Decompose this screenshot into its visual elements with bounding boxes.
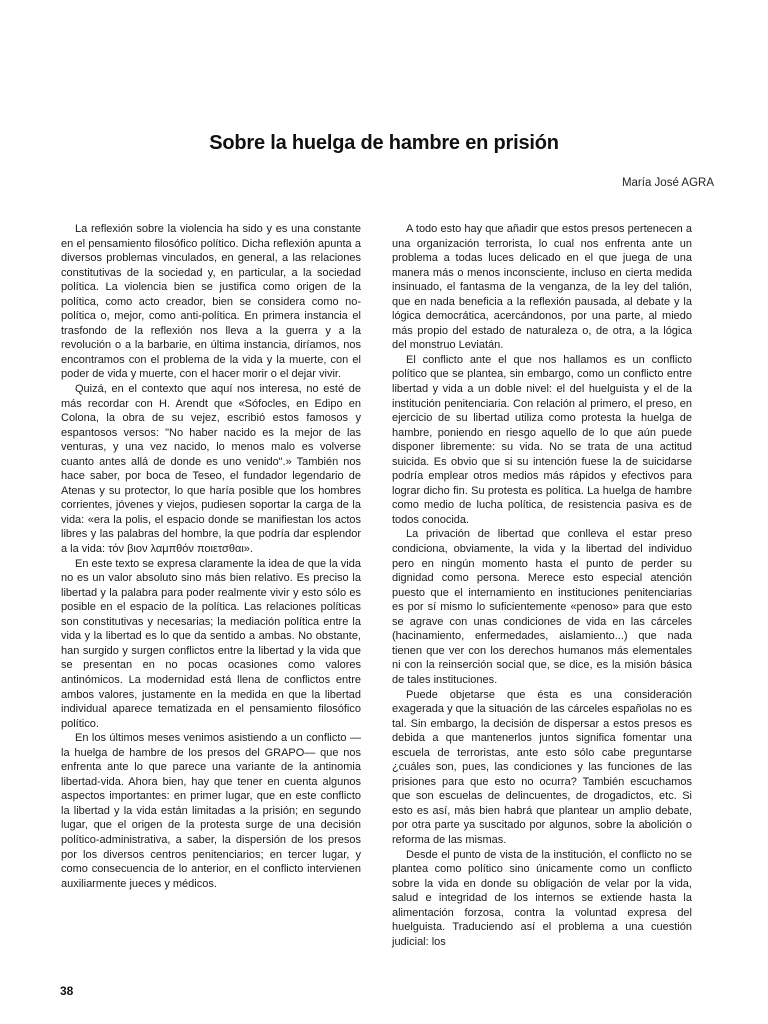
article-author: María José AGRA — [621, 177, 714, 189]
paragraph: La reflexión sobre la violencia ha sido y es una constante en el pensamiento filosófico político. Dicha reflexión apunta a diversos problemas vinculados, en general, a las relaciones constitutivas de la sociedad y, en particular, a la sociedad política. La violencia bien se justifica como origen de la política, como acto creador, bien se considera como no-política o, mejor, como anti-política. En primera instancia el trasfondo de la reflexión nos lleva a la guerra y a la revolución o a la barbarie, en última instancia, diríamos, nos encontramos con el problema de la vida y la muerte, con el poder de vida y muerte, con el hacer morir o el dejar vivir. — [61, 223, 361, 381]
paragraph: En los últimos meses venimos asistiendo a un conflicto —la huelga de hambre de los presos del GRAPO— que nos enfrenta ante lo que parece una variante de la antinomia libertad-vida. Ahora bien, hay que tener en cuenta algunos aspectos importantes: en primer lugar, que en este conflicto la libertad y la vida están limitadas a la prisión; en segundo lugar, que el origen de la protesta surge de una decisión político-administrativa, a saber, la dispersión de los presos por los diversos centros penitenciarios; en tercer lugar, y como consecuencia de lo anterior, en el conflicto intervienen auxiliarmente jueces y médicos. — [61, 732, 361, 890]
paragraph: El conflicto ante el que nos hallamos es un conflicto político que se plantea, sin embargo, como un conflicto entre libertad y vida a un doble nivel: el del huelguista y el de la institución penitenciaria. Con relación al primero, el preso, en ejercicio de su libertad utiliza como protesta la huelga de hambre, poniendo en riesgo aquello de lo que aún puede disponer libremente: su vida. No se trata de una actitud suicida. Es obvio que si su intención fuese la de suicidarse podría emplear otros medios más rápidos y efectivos para lograr dicho fin. Su protesta es política. La huelga de hambre como medio de lucha política, de resistencia pasiva es de todos conocida. — [392, 353, 692, 526]
paragraph: La privación de libertad que conlleva el estar preso condiciona, obviamente, la vida y la libertad del individuo pero en ningún momento hasta el punto de perder su dignidad como persona. Merece esto especial atención puesto que el internamiento en instituciones penitenciarias es por sí mismo lo suficientemente «penoso» para que esto se agrave con unas condiciones de vida en las cárceles (hacinamiento, enfermedades, aislamiento...) que nada tienen que ver con los derechos humanos más elementales ni con la reinserción social que, se dice, es la misión básica de tales instituciones. — [392, 528, 692, 686]
paragraph: Puede objetarse que ésta es una consideración exagerada y que la situación de las cárceles españolas no es tal. Sin embargo, la decisión de dispersar a estos presos es debida a que mantenerlos juntos significa fomentar una escuela de terroristas, ante esto sólo cabe preguntarse ¿cuáles son, pues, las condiciones y las funciones de las prisiones para que esto no ocurra? También escuchamos que son escuelas de delincuentes, de drogadictos, etc. Si esto es así, más bien habrá que plantear un amplio debate, por otra parte ya suscitado por algunos, sobre la abolición o reforma de las mismas. — [392, 688, 692, 846]
article-title: Sobre la huelga de hambre en prisión — [209, 132, 559, 154]
paragraph: En este texto se expresa claramente la idea de que la vida no es un valor absoluto sino más bien relativo. Es preciso la libertad y la palabra para poder realmente vivir y esto sólo es posible en el espacio de la política. Las relaciones políticas son constitutivas y necesarias; la mediación política entre la vida y la libertad es lo que da sentido a ambas. No obstante, han surgido y surgen conflictos entre la libertad y la vida que se presentan en no pocas ocasiones como valores antinómicos. La modernidad está llena de conflictos entre ambos valores, justamente en la medida en que la libertad individual aparece tematizada en el pensamiento filosófico político. — [61, 557, 361, 730]
text-column-right — [392, 222, 692, 949]
paragraph: Desde el punto de vista de la institución, el conflicto no se plantea como político sino únicamente como un conflicto sobre la vida en donde su obligación de velar por la vida, salud e integridad de los internos se extiende hasta la alimentación forzosa, contra la voluntad expresa del huelguista. Traduciendo así el problema a una cuestión judicial: los — [392, 848, 692, 948]
paragraph: A todo esto hay que añadir que estos presos pertenecen a una organización terrorista, lo cual nos enfrenta ante un problema a todas luces delicado en el que juega de una manera más o menos inconsciente, incluso en cierta medida insinuado, el fantasma de la venganza, de la ley del talión, que en nada beneficia a la reflexión pausada, al debate y la lógica democrática, acercándonos, por una parte, al miedo más propio del estado de naturaleza o, de otra, a la lógica del monstruo Leviatán. — [392, 223, 692, 352]
paragraph: Quizá, en el contexto que aquí nos interesa, no esté de más recordar con H. Arendt que «Sófocles, en Edipo en Colona, la obra de su vejez, escribió estos famosos y espantosos versos: "No haber nacido es la mejor de las venturas, y una vez nacido, lo menos malo es volverse cuanto antes allá de donde es uno venido".» También nos hace saber, por boca de Teseo, el fundador legendario de Atenas y su protector, lo que haría posible que los hombres corrientes, jóvenes y viejos, pudiesen soportar la carga de la vida: «era la polis, el espacio donde se manifiestan los actos libres y las palabras del hombre, la que podría dar esplendor a la vida: τόν βιον λαμπθόν ποιετσθαι». — [61, 383, 361, 556]
page-number: 38 — [60, 984, 74, 998]
text-column-left — [61, 222, 361, 891]
